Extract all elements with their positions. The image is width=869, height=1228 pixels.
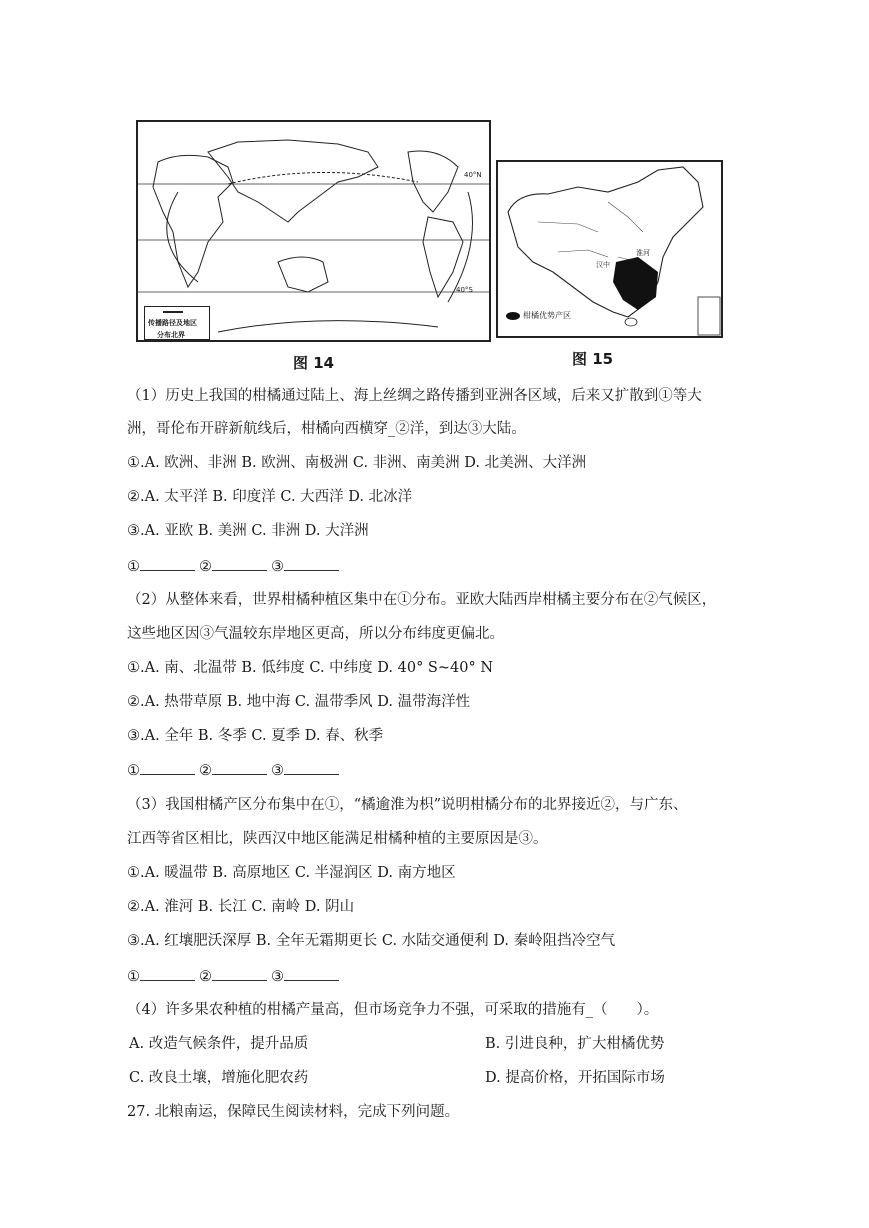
q4-stem: （4）许多果农种植的柑橘产量高，但市场竞争力不强，可采取的措施有_（ ）。 xyxy=(127,1002,659,1018)
q2-option-1: ①.A. 南、北温带 B. 低纬度 C. 中纬度 D. 40° S~40° N xyxy=(127,660,494,676)
q2-answer-blanks: ① ② ③ xyxy=(127,760,343,781)
q4-option-b[interactable]: B. 引进良种，扩大柑橘优势 xyxy=(485,1036,665,1052)
q1-option-2: ②.A. 太平洋 B. 印度洋 C. 大西洋 D. 北冰洋 xyxy=(127,489,413,505)
figure-14-world-map xyxy=(136,120,491,342)
label-huaihe: 淮河 xyxy=(636,249,650,257)
route-line-swatch xyxy=(163,311,183,313)
q3-option-2: ②.A. 淮河 B. 长江 C. 南岭 D. 阴山 xyxy=(127,899,355,915)
q1-stem-line-2: 洲，哥伦布开辟新航线后，柑橘向西横穿_②洋，到达③大陆。 xyxy=(127,421,526,437)
figure-14-legend xyxy=(144,306,210,340)
q2-blank-3[interactable] xyxy=(284,760,339,775)
q3-blank-1[interactable] xyxy=(140,966,195,981)
q1-blank-3[interactable] xyxy=(284,556,339,571)
q1-blank-1[interactable] xyxy=(140,556,195,571)
q2-option-3: ③.A. 全年 B. 冬季 C. 夏季 D. 春、秋季 xyxy=(127,728,384,744)
figure-15-caption: 图 15 xyxy=(572,350,614,368)
q1-stem-line-1: （1）历史上我国的柑橘通过陆上、海上丝绸之路传播到亚洲各区域，后来又扩散到①等大 xyxy=(127,388,702,404)
q27-stem: 27. 北粮南运，保障民生阅读材料，完成下列问题。 xyxy=(127,1104,460,1120)
q3-stem-line-1: （3）我国柑橘产区分布集中在①，“橘逾淮为枳”说明柑橘分布的北界接近②，与广东、 xyxy=(127,797,688,813)
figure-15-china-map xyxy=(496,160,723,338)
label-hanzhong: 汉中 xyxy=(596,261,610,269)
q3-blank-2[interactable] xyxy=(212,966,267,981)
q3-stem-line-2: 江西等省区相比，陕西汉中地区能满足柑橘种植的主要原因是③。 xyxy=(127,831,548,847)
q4-option-a[interactable]: A. 改造气候条件，提升品质 xyxy=(129,1036,309,1052)
figure-15-legend xyxy=(506,310,571,321)
q3-answer-blanks: ① ② ③ xyxy=(127,966,343,987)
q4-option-d[interactable]: D. 提高价格，开拓国际市场 xyxy=(485,1070,665,1086)
legend-citrus-label: 柑橘优势产区 xyxy=(523,311,571,320)
q1-answer-blanks: ① ② ③ xyxy=(127,556,343,577)
q2-stem-line-1: （2）从整体来看，世界柑橘种植区集中在①分布。亚欧大陆西岸柑橘主要分布在②气候区， xyxy=(127,592,717,608)
q2-option-2: ②.A. 热带草原 B. 地中海 C. 温带季风 D. 温带海洋性 xyxy=(127,694,471,710)
legend-boundary-label: 分布北界 xyxy=(157,331,185,339)
q4-option-c[interactable]: C. 改良土壤，增施化肥农药 xyxy=(129,1070,309,1086)
q3-blank-3[interactable] xyxy=(284,966,339,981)
latitude-40s-label: 40°S xyxy=(456,286,473,294)
legend-blob-icon xyxy=(506,312,520,320)
legend-route-label: 传播路径及地区 xyxy=(148,319,197,327)
q1-blank-2[interactable] xyxy=(212,556,267,571)
q1-option-3: ③.A. 亚欧 B. 美洲 C. 非洲 D. 大洋洲 xyxy=(127,523,369,539)
figure-14-caption: 图 14 xyxy=(293,354,335,372)
q3-option-1: ①.A. 暖温带 B. 高原地区 C. 半湿润区 D. 南方地区 xyxy=(127,865,456,881)
q2-blank-1[interactable] xyxy=(140,760,195,775)
latitude-40n-label: 40°N xyxy=(464,171,482,179)
q2-blank-2[interactable] xyxy=(212,760,267,775)
q2-stem-line-2: 这些地区因③气温较东岸地区更高，所以分布纬度更偏北。 xyxy=(127,626,504,642)
q1-option-1: ①.A. 欧洲、非洲 B. 欧洲、南极洲 C. 非洲、南美洲 D. 北美洲、大洋洲 xyxy=(127,455,587,471)
q3-option-3: ③.A. 红壤肥沃深厚 B. 全年无霜期更长 C. 水陆交通便利 D. 秦岭阻挡冷空气 xyxy=(127,933,616,949)
